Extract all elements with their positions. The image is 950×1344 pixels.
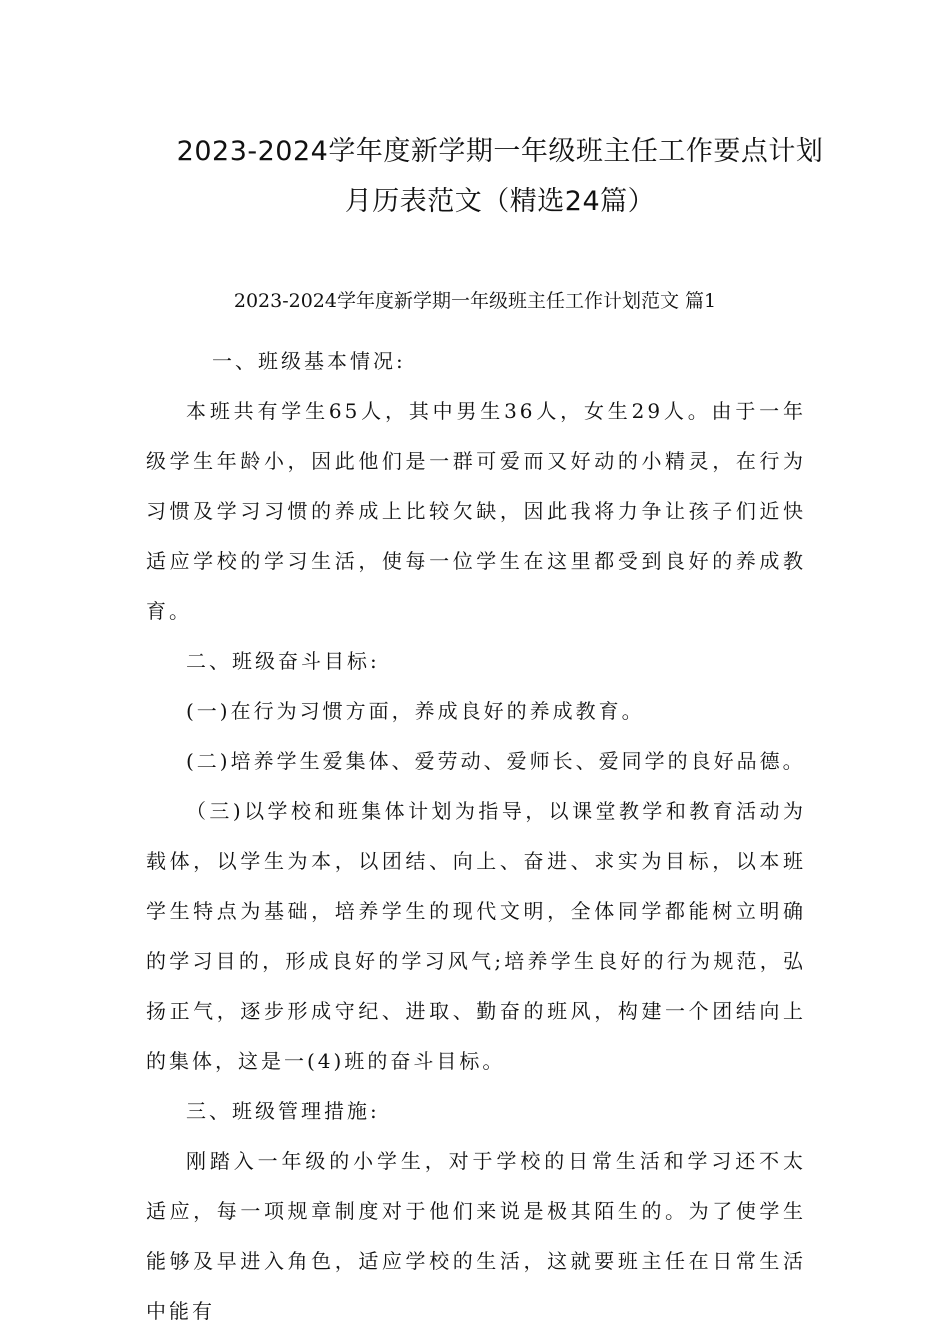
- heading-basic-situation: 一、班级基本情况:: [212, 349, 406, 373]
- document-title-line-2: 月历表范文（精选24篇）: [344, 186, 656, 217]
- paragraph-goal-3: （三)以学校和班集体计划为指导，以课堂教学和教育活动为载体，以学生为本，以团结、向上、奋进、求实为目标，以本班学生特点为基础，培养学生的现代文明，全体同学都能树立明确的学习目的，形成良好的学习风气;培养学生良好的行为规范，弘扬正气，逐步形成守纪、进取、勤奋的班风，构建一个团结向上的集体，这是一(4)班的奋斗目标。: [146, 799, 806, 1073]
- section-heading: 2023-2024学年度新学期一年级班主任工作计划范文 篇1: [233, 290, 717, 312]
- paragraph-basic-situation: 本班共有学生65人，其中男生36人，女生29人。由于一年级学生年龄小，因此他们是一群可爱而又好动的小精灵，在行为习惯及学习习惯的养成上比较欠缺，因此我将力争让孩子们近快适应学校的学习生活，使每一位学生在这里都受到良好的养成教育。: [146, 399, 806, 623]
- paragraph-management-measures: 刚踏入一年级的小学生，对于学校的日常生活和学习还不太适应，每一项规章制度对于他们来说是极其陌生的。为了使学生能够及早进入角色，适应学校的生活，这就要班主任在日常生活中能有: [146, 1149, 806, 1323]
- document-title-line-1: 2023-2024学年度新学期一年级班主任工作要点计划: [176, 136, 824, 167]
- heading-class-goals: 二、班级奋斗目标:: [186, 649, 380, 673]
- paragraph-goal-1: (一)在行为习惯方面，养成良好的养成教育。: [186, 699, 645, 723]
- paragraph-goal-2: (二)培养学生爱集体、爱劳动、爱师长、爱同学的良好品德。: [186, 749, 806, 773]
- heading-management-measures: 三、班级管理措施:: [186, 1099, 380, 1123]
- document-body: [146, 336, 806, 1336]
